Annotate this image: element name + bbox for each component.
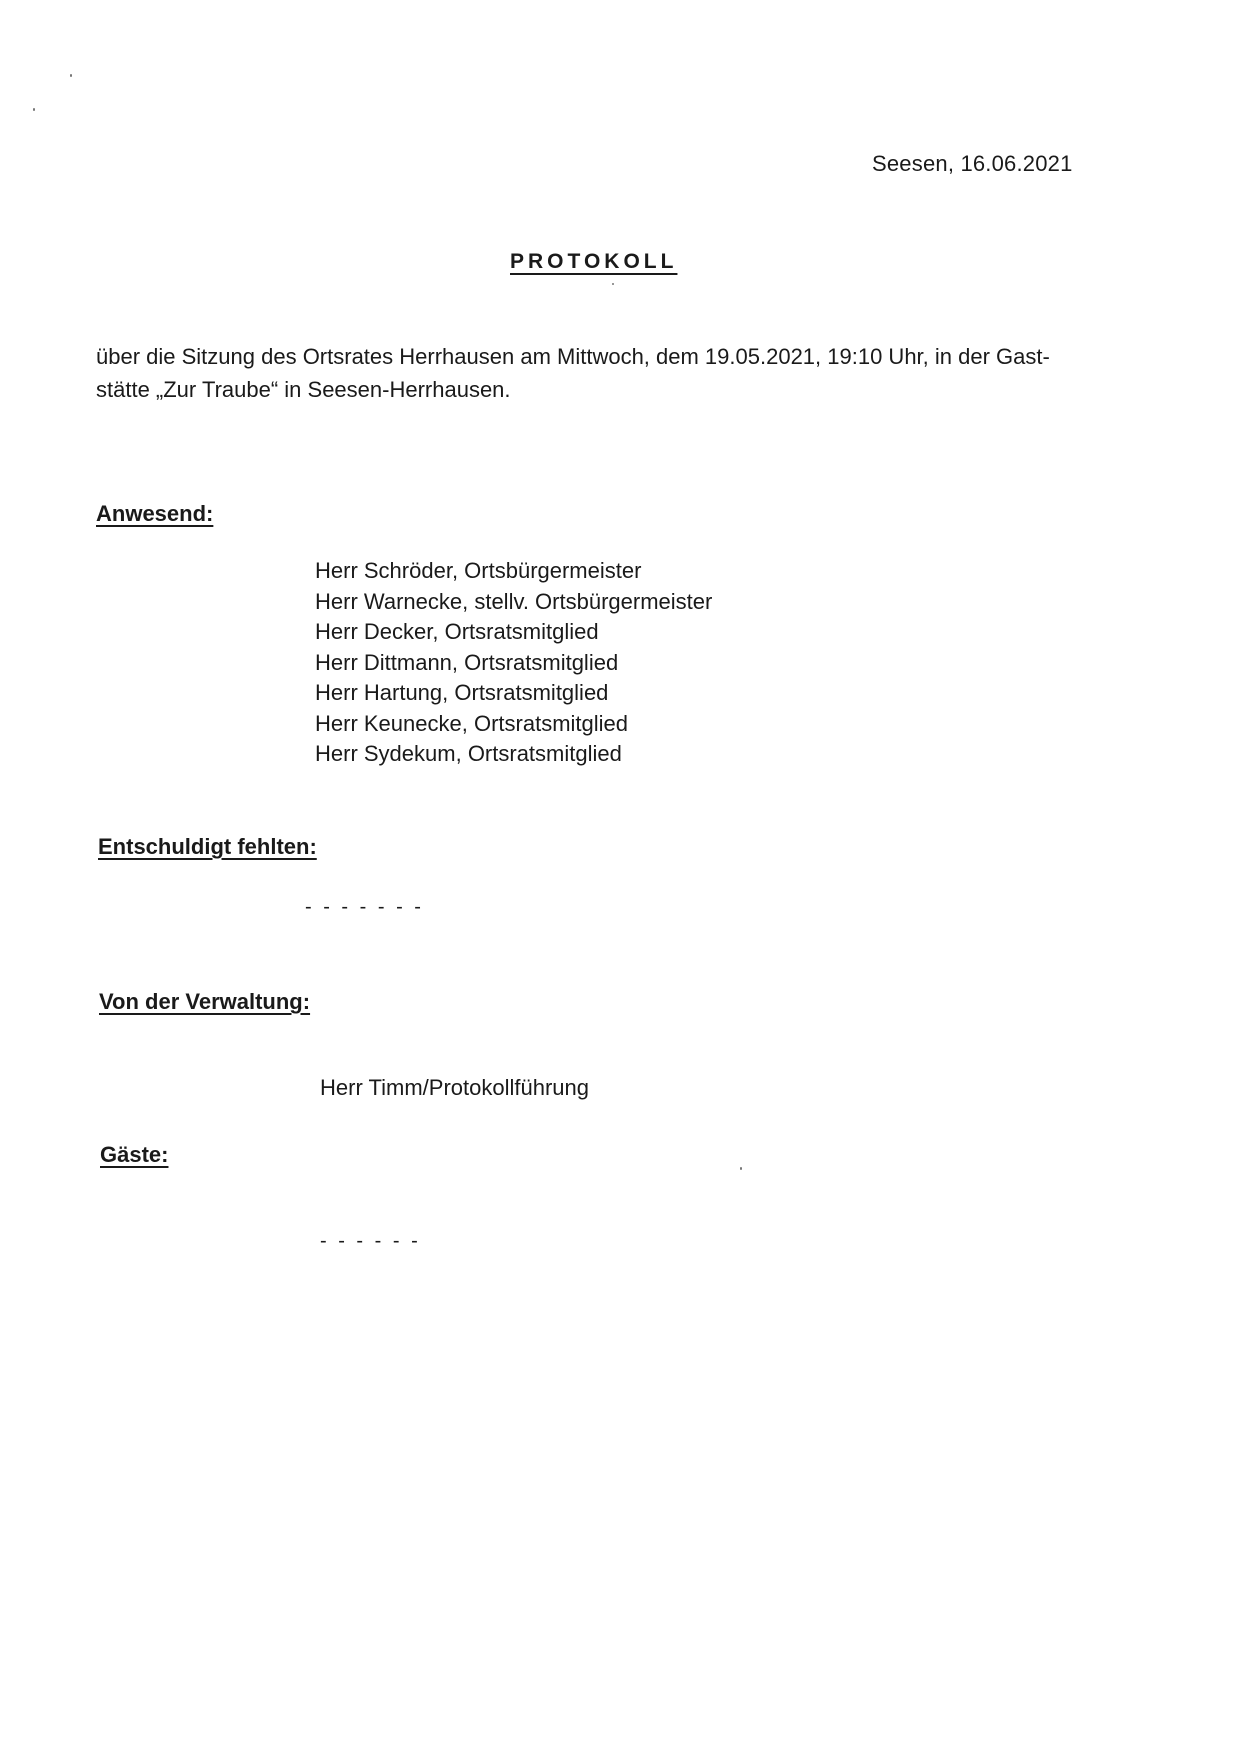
attendee-item: Herr Schröder, Ortsbürgermeister [315, 558, 642, 583]
verwaltung-entry: Herr Timm/Protokollführung [320, 1075, 589, 1100]
scan-speck [70, 74, 72, 77]
heading-verwaltung: Von der Verwaltung: [99, 989, 311, 1014]
gaeste-placeholder: - - - - - - [320, 1230, 421, 1252]
entschuldigt-placeholder: - - - - - - - [305, 896, 424, 918]
heading-entschuldigt: Entschuldigt fehlten: [98, 834, 317, 859]
attendee-item: Herr Sydekum, Ortsratsmitglied [315, 741, 622, 766]
attendee-item: Herr Decker, Ortsratsmitglied [315, 619, 599, 644]
intro-line-1: über die Sitzung des Ortsrates Herrhausen am Mittwoch, dem 19.05.2021, 19:10 Uhr, in der Gast- [96, 344, 1050, 369]
heading-gaeste: Gäste: [100, 1142, 169, 1167]
scan-speck [740, 1167, 742, 1170]
attendee-list [315, 556, 712, 770]
attendee-item: Herr Warnecke, stellv. Ortsbürgermeister [315, 588, 713, 614]
heading-anwesend: Anwesend: [96, 501, 214, 526]
attendee-item: Herr Hartung, Ortsratsmitglied [315, 680, 609, 705]
document-title: PROTOKOLL [510, 250, 678, 273]
date-line: Seesen, 16.06.2021 [872, 151, 1073, 176]
intro-paragraph [96, 340, 1116, 406]
attendee-item: Herr Dittmann, Ortsratsmitglied [315, 649, 619, 675]
scan-speck [33, 108, 35, 111]
intro-line-2: stätte „Zur Traube“ in Seesen-Herrhausen. [96, 377, 511, 402]
scan-speck [612, 283, 614, 285]
attendee-item: Herr Keunecke, Ortsratsmitglied [315, 710, 628, 736]
